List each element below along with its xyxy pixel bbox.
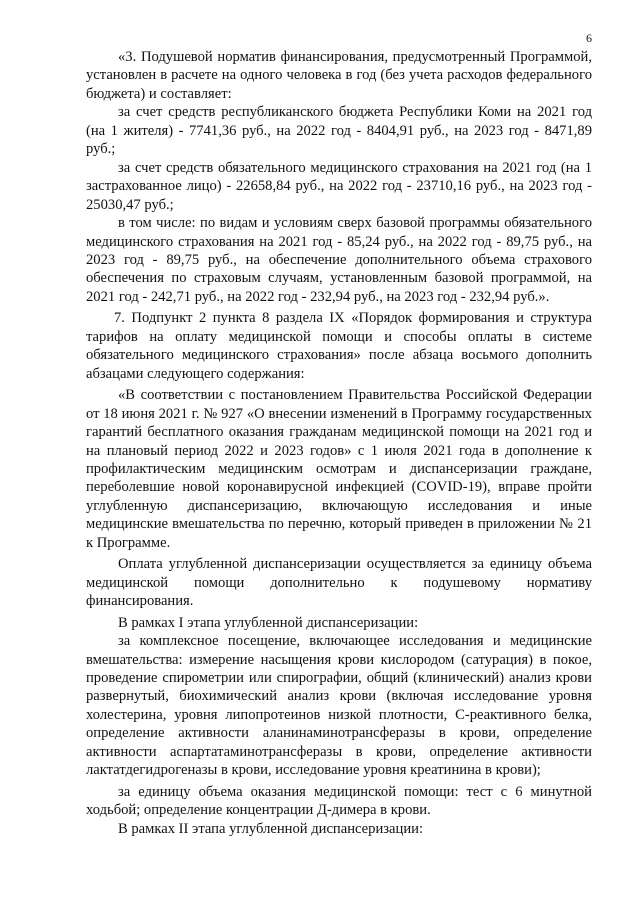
paragraph-per-capita-standard: «3. Подушевой норматив финансирования, предусмотренный Программой, установлен в расчете на одного человека в год (без учета расходов федерального бюджета) и составляет:	[86, 49, 592, 102]
paragraph-republic-budget: за счет средств республиканского бюджета Республики Коми на 2021 год (на 1 жителя) - 7741,36 руб., на 2022 год - 8404,91 руб., на 2023 год - 8471,89 руб.;	[86, 104, 592, 158]
paragraph-stage-1-heading: В рамках I этапа углубленной диспансеризации:	[118, 614, 419, 631]
paragraph-item-7: 7. Подпункт 2 пункта 8 раздела IX «Порядок формирования и структура тарифов на оплату медицинской помощи и способы оплаты в системе обязательного медицинского страхования» после абзаца восьмого дополнить абзацами следующего содержания:	[86, 310, 592, 382]
paragraph-including: в том числе: по видам и условиям сверх базовой программы обязательного медицинского страхования на 2021 год - 85,24 руб., на 2022 год - 89,75 руб., на 2023 год - 89,75 руб., на обеспечение дополнительного объема страхового обеспечения по страховым случаям, установленным базовой программой, на 2021 год - 242,71 руб., на 2022 год - 232,94 руб., на 2023 год - 232,94 руб.».	[86, 215, 592, 305]
paragraph-unit-volume: за единицу объема оказания медицинской помощи: тест с 6 минутной ходьбой; определение концентрации Д-димера в крови.	[86, 783, 592, 819]
paragraph-oms-funds: за счет средств обязательного медицинского страхования на 2021 год (на 1 застрахованное лицо) - 22658,84 руб., на 2022 год - 23710,16 руб., на 2023 год - 25030,47 руб.;	[86, 159, 592, 213]
paragraph-payment: Оплата углубленной диспансеризации осуществляется за единицу объема медицинской помощи дополнительно к подушевому нормативу финансирования.	[86, 556, 592, 610]
document-body	[86, 48, 592, 838]
page-number: 6	[586, 31, 592, 45]
paragraph-complex-visit: за комплексное посещение, включающее исследования и медицинские вмешательства: измерение насыщения крови кислородом (сатурация) в покое, проведение спирометрии или спирографии, общий (клинический) анализ крови развернутый, биохимический анализ крови (включая исследование уровня холестерина, уровня липопротеинов низкой плотности, С-реактивного белка, определение активности аланинаминотрансферазы в крови, определение активности аспартатаминотрансферазы в крови, определение активности лактатдегидрогеназы в крови, исследование уровня креатинина в крови);	[86, 633, 592, 779]
paragraph-stage-2-heading: В рамках II этапа углубленной диспансеризации:	[118, 820, 423, 837]
paragraph-government-decree: «В соответствии с постановлением Правительства Российской Федерации от 18 июня 2021 г. № 927 «О внесении изменений в Программу государственных гарантий бесплатного оказания гражданам медицинской помощи на 2021 год и на плановый период 2022 и 2023 годов» с 1 июля 2021 года в дополнение к профилактическим медицинским осмотрам и диспансеризации граждане, переболевшие новой коронавирусной инфекцией (COVID-19), вправе пройти углубленную диспансеризацию, включающую исследования и иные медицинские вмешательства по перечню, который приведен в приложении № 21 к Программе.	[86, 387, 592, 551]
